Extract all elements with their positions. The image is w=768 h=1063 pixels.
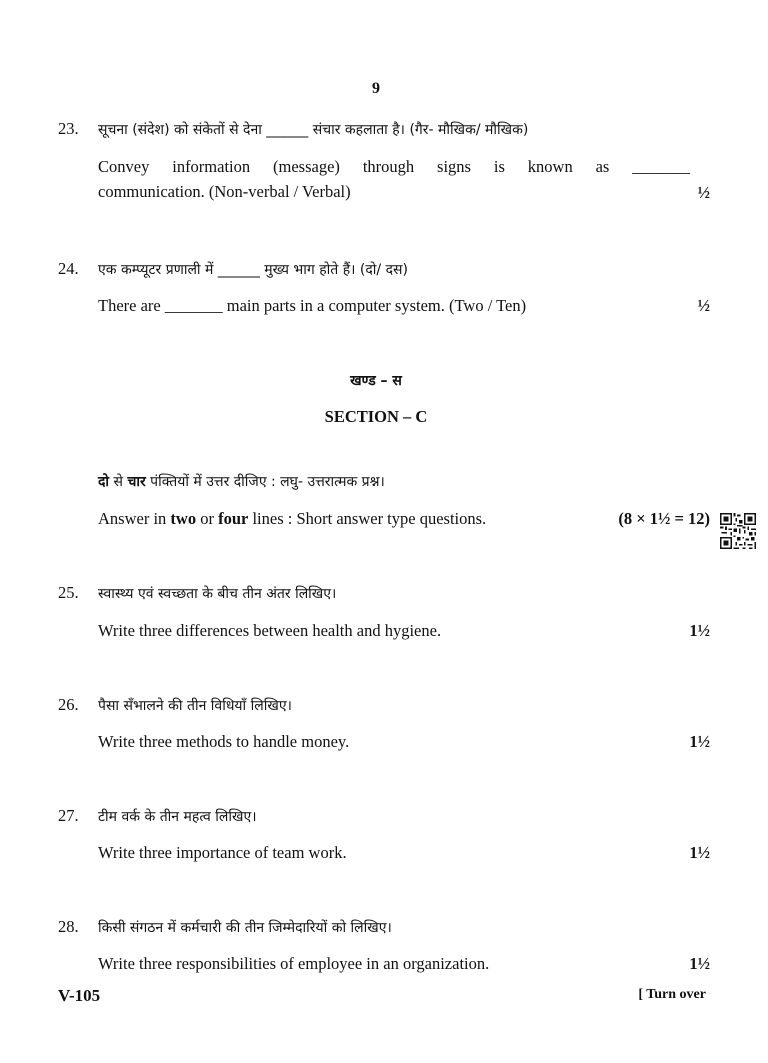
turn-over-note: [ Turn over <box>638 987 706 1002</box>
question-number: 25. <box>58 583 79 602</box>
question-marks: 1½ <box>689 843 710 862</box>
question-number: 24. <box>58 259 79 278</box>
instruction-text: lines : Short answer type questions. <box>248 509 487 528</box>
question-english-text: Write three differences between health and hygiene. <box>98 621 442 640</box>
instruction-emphasis: two <box>170 509 197 528</box>
instruction-emphasis: चार <box>127 474 146 490</box>
instruction-text: पंक्तियों में उत्तर दीजिए : लघु- उत्तरात्मक प्रश्न। <box>145 474 385 490</box>
question-marks: ½ <box>697 296 710 315</box>
question-hindi-text: स्वास्थ्य एवं स्वच्छता के बीच तीन अंतर लिखिए। <box>98 586 337 602</box>
page-number: 9 <box>372 80 380 97</box>
question-number: 26. <box>58 695 79 714</box>
section-title-hindi: खण्ड – स <box>350 373 402 389</box>
question-hindi-text: एक कम्प्यूटर प्रणाली में ______ मुख्य भाग होते हैं। (दो/ दस) <box>98 262 408 278</box>
paper-code: V-105 <box>58 986 101 1005</box>
instruction-text: Answer in <box>98 509 171 528</box>
question-marks: ½ <box>697 183 710 202</box>
question-number: 23. <box>58 119 79 138</box>
instruction-emphasis: four <box>218 509 249 528</box>
question-marks: 1½ <box>689 954 710 973</box>
question-number: 27. <box>58 806 79 825</box>
instruction-text: से <box>109 474 128 490</box>
question-hindi-text: किसी संगठन में कर्मचारी की तीन जिम्मेदारियों को लिखिए। <box>98 920 392 936</box>
section-title-english: SECTION – C <box>324 407 428 426</box>
question-marks: 1½ <box>689 732 710 751</box>
instruction-text: or <box>196 509 219 528</box>
section-marks-scheme: (8 × 1½ = 12) <box>618 509 710 528</box>
question-marks: 1½ <box>689 621 710 640</box>
question-hindi-text: पैसा सँभालने की तीन विधियाँ लिखिए। <box>98 698 292 714</box>
question-english-text: Write three importance of team work. <box>98 843 347 862</box>
instruction-emphasis: दो <box>98 474 110 490</box>
question-english-text-continued: communication. (Non-verbal / Verbal) <box>98 182 351 201</box>
section-instruction-hindi <box>98 472 385 491</box>
question-english-text: There are _______ main parts in a computer system. (Two / Ten) <box>98 296 527 315</box>
question-hindi-text: सूचना (संदेश) को संकेतों से देना ______ संचार कहलाता है। (गैर- मौखिक/ मौखिक) <box>98 122 529 138</box>
question-english-text: Write three methods to handle money. <box>98 732 350 751</box>
question-english-text: Convey information (message) through signs is known as _______ <box>98 157 690 176</box>
question-hindi-text: टीम वर्क के तीन महत्व लिखिए। <box>98 809 257 825</box>
question-english-text: Write three responsibilities of employee in an organization. <box>98 954 490 973</box>
section-instruction-english <box>98 509 486 529</box>
qr-code-icon <box>720 513 756 549</box>
question-number: 28. <box>58 917 79 936</box>
